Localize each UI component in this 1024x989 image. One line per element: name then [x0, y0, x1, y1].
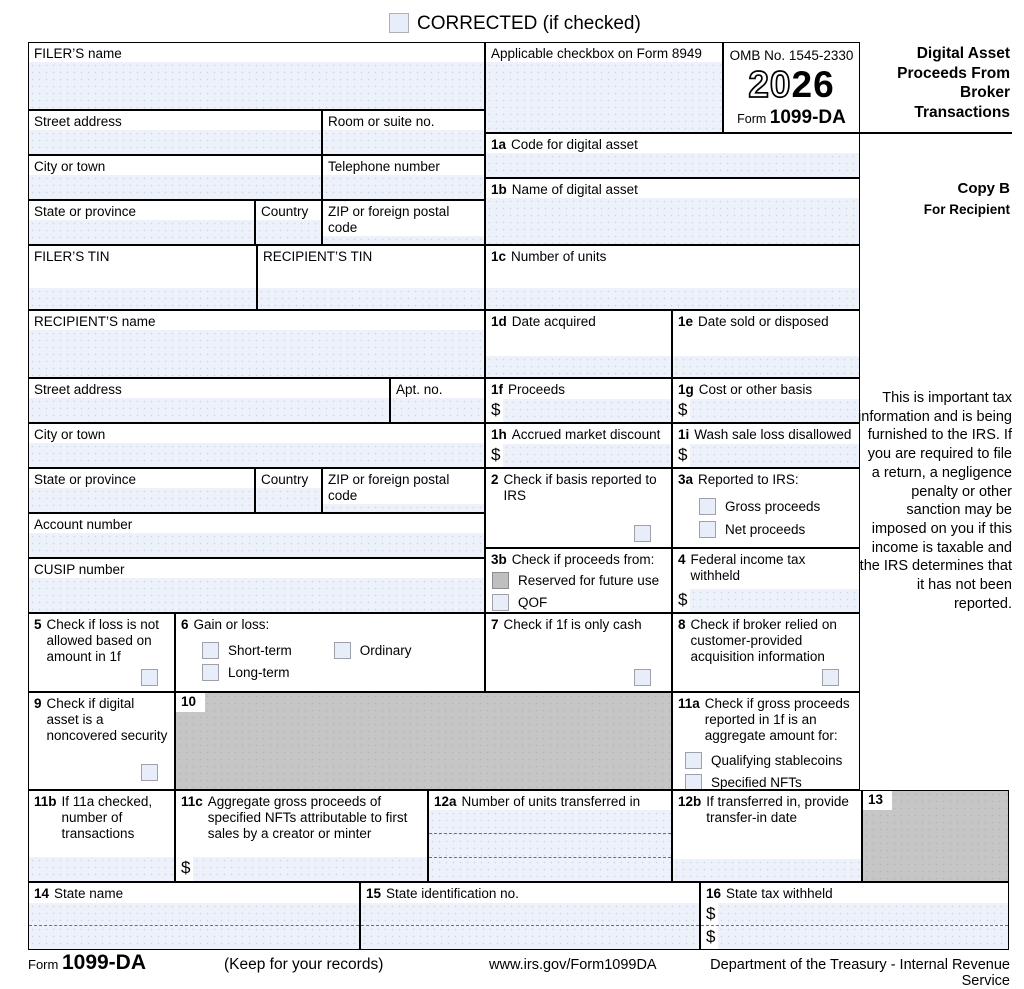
- form-8949-label: Applicable checkbox on Form 8949: [491, 46, 702, 61]
- recipient-country-input[interactable]: [256, 488, 321, 512]
- recipient-city-label: City or town: [34, 427, 106, 442]
- recipient-state-input[interactable]: [29, 488, 254, 512]
- box-11a-label: Check if gross proceeds reported in 1f is an aggregate amount for:: [704, 696, 850, 744]
- filer-phone-cell: [322, 155, 485, 200]
- box-1h-label: Accrued market discount: [511, 427, 661, 442]
- box-6-cell: 6 Gain or loss: Short-term Ordinary Long-term: [175, 613, 485, 692]
- box-7-label: Check if 1f is only cash: [503, 617, 642, 632]
- box-8-label: Check if broker relied on customer-provided acquisition information: [690, 617, 837, 665]
- filer-country-label: Country: [261, 204, 309, 219]
- recipient-country-label: Country: [261, 472, 309, 487]
- filer-name-cell: [28, 42, 485, 110]
- box-15-input-row1[interactable]: [361, 903, 699, 926]
- gross-proceeds-checkbox[interactable]: [699, 498, 716, 515]
- recipient-apt-input[interactable]: [391, 398, 484, 422]
- box-1f-input[interactable]: [503, 399, 671, 422]
- account-number-cell: [28, 513, 485, 558]
- box-6-label: Gain or loss:: [193, 617, 270, 632]
- filer-city-input[interactable]: [29, 175, 321, 199]
- recipient-apt-label: Apt. no.: [396, 382, 443, 397]
- filer-tin-cell: [28, 245, 257, 310]
- box-3a-cell: 3a Reported to IRS: Gross proceeds Net proceeds: [672, 468, 860, 548]
- cusip-number-label: CUSIP number: [34, 562, 125, 577]
- filer-country-cell: [255, 200, 322, 245]
- filer-city-cell: [28, 155, 322, 200]
- form-title: Digital Asset Proceeds From Broker Transactions: [897, 45, 1010, 121]
- box-12b-label: If transferred in, provide transfer-in date: [706, 794, 849, 826]
- box-4-cell: 4 Federal income tax withheld $: [672, 548, 860, 613]
- box-2-label: Check if basis reported to IRS: [503, 472, 657, 504]
- box-1c-label: Number of units: [511, 249, 607, 264]
- box-11b-cell: 11b If 11a checked, number of transactions: [28, 790, 175, 882]
- box-1e-cell: 1e Date sold or disposed: [672, 310, 860, 378]
- dollar-sign: $: [678, 445, 688, 464]
- tax-year: 2026: [748, 64, 835, 105]
- filer-zip-label: ZIP or foreign postal code: [328, 204, 450, 236]
- box-14-cell: 14 State name: [28, 882, 360, 950]
- box-1g-label: Cost or other basis: [698, 382, 813, 397]
- box-1a-cell: 1a Code for digital asset: [485, 133, 860, 178]
- qof-checkbox[interactable]: [492, 594, 509, 611]
- cusip-number-input[interactable]: [29, 578, 484, 612]
- box-15-cell: 15 State identification no.: [360, 882, 700, 950]
- box-2-checkbox[interactable]: [634, 525, 651, 542]
- omb-number: OMB No. 1545-2330: [729, 48, 854, 63]
- box-13-number: 13: [863, 791, 892, 810]
- box-1c-cell: 1c Number of units: [485, 245, 860, 310]
- filer-zip-input[interactable]: [323, 236, 484, 244]
- filer-state-label: State or province: [34, 204, 137, 219]
- box-10-number: 10: [176, 693, 205, 712]
- dollar-sign: $: [491, 400, 501, 419]
- box-9-checkbox[interactable]: [141, 764, 158, 781]
- recipient-apt-cell: [390, 378, 485, 423]
- omb-year-cell: [723, 42, 860, 133]
- specified-nfts-option[interactable]: Specified NFTs: [685, 774, 859, 790]
- box-11c-input[interactable]: [193, 857, 427, 881]
- box-4-input[interactable]: [690, 589, 859, 612]
- long-term-checkbox[interactable]: [202, 664, 219, 681]
- ordinary-option[interactable]: Ordinary: [334, 642, 412, 659]
- box-1e-label: Date sold or disposed: [698, 314, 829, 329]
- box-14-input-row2[interactable]: [29, 926, 359, 949]
- box-12b-cell: 12b If transferred in, provide transfer-in date: [672, 790, 862, 882]
- filer-name-label: FILER’S name: [34, 46, 122, 61]
- box-13-reserved-cell: [862, 790, 1009, 882]
- box-4-label: Federal income tax withheld: [690, 552, 806, 584]
- box-12a-cell: 12a Number of units transferred in: [428, 790, 672, 882]
- recipient-city-cell: [28, 423, 485, 468]
- filer-room-label: Room or suite no.: [328, 114, 435, 129]
- net-proceeds-checkbox[interactable]: [699, 521, 716, 538]
- form-8949-input[interactable]: [486, 62, 722, 132]
- filer-city-label: City or town: [34, 159, 106, 174]
- dollar-sign: $: [491, 445, 501, 464]
- filer-phone-label: Telephone number: [328, 159, 440, 174]
- qualifying-stablecoins-checkbox[interactable]: [685, 752, 702, 769]
- long-term-option[interactable]: Long-term: [202, 664, 484, 681]
- box-16-input-row1[interactable]: [718, 903, 1008, 925]
- net-proceeds-option[interactable]: Net proceeds: [699, 521, 859, 538]
- box-1c-input[interactable]: [486, 288, 859, 309]
- recipient-state-cell: [28, 468, 255, 513]
- box-14-input-row1[interactable]: [29, 903, 359, 926]
- box-1f-label: Proceeds: [508, 382, 566, 397]
- recipient-zip-label: ZIP or foreign postal code: [328, 472, 450, 504]
- box-1d-input[interactable]: [486, 356, 671, 377]
- recipient-zip-cell: [322, 468, 485, 513]
- recipient-name-input[interactable]: [29, 330, 484, 377]
- filer-phone-input[interactable]: [323, 175, 484, 199]
- filer-state-input[interactable]: [29, 220, 254, 244]
- box-1b-cell: 1b Name of digital asset: [485, 178, 860, 245]
- recipient-city-input[interactable]: [29, 443, 484, 467]
- short-term-option[interactable]: Short-term: [202, 642, 292, 659]
- copy-for-label: For Recipient: [923, 202, 1010, 217]
- box-1h-input[interactable]: [503, 444, 671, 467]
- filer-room-input[interactable]: [323, 130, 484, 154]
- box-1d-cell: 1d Date acquired: [485, 310, 672, 378]
- filer-country-input[interactable]: [256, 220, 321, 244]
- box-9-label: Check if digital asset is a noncovered security: [46, 696, 168, 744]
- cusip-number-cell: [28, 558, 485, 613]
- box-1b-input[interactable]: [486, 198, 859, 244]
- box-7-cell: 7 Check if 1f is only cash: [485, 613, 672, 692]
- qualifying-stablecoins-option[interactable]: Qualifying stablecoins: [685, 752, 859, 769]
- footer-irs-url: www.irs.gov/Form1099DA: [489, 957, 657, 973]
- box-16-label: State tax withheld: [726, 886, 833, 901]
- dollar-sign: $: [181, 858, 191, 877]
- form-number-small: Form 1099-DA: [737, 107, 846, 128]
- filer-street-input[interactable]: [29, 130, 321, 154]
- box-5-cell: 5 Check if loss is not allowed based on amount in 1f: [28, 613, 175, 692]
- specified-nfts-checkbox[interactable]: [685, 774, 702, 790]
- copy-label: Copy B: [957, 180, 1010, 197]
- box-12b-input[interactable]: [673, 859, 861, 881]
- recipient-street-input[interactable]: [29, 398, 389, 422]
- mast-divider: [860, 132, 1012, 134]
- box-11b-input[interactable]: [29, 857, 174, 881]
- box-7-checkbox[interactable]: [634, 669, 651, 686]
- box-2-cell: 2 Check if basis reported to IRS: [485, 468, 672, 548]
- box-1a-label: Code for digital asset: [511, 137, 638, 152]
- filer-state-cell: [28, 200, 255, 245]
- box-1g-cell: 1g Cost or other basis $: [672, 378, 860, 423]
- box-5-label: Check if loss is not allowed based on amount in 1f: [46, 617, 160, 665]
- box-10-reserved-cell: [175, 692, 672, 790]
- reserved-option: Reserved for future use: [492, 572, 671, 589]
- box-3a-label: Reported to IRS:: [698, 472, 799, 487]
- box-1i-input[interactable]: [690, 444, 859, 467]
- box-1h-cell: 1h Accrued market discount $: [485, 423, 672, 468]
- box-1g-input[interactable]: [690, 399, 859, 422]
- box-1b-label: Name of digital asset: [511, 182, 638, 197]
- recipient-street-cell: [28, 378, 390, 423]
- filer-street-cell: [28, 110, 322, 155]
- recipient-name-cell: [28, 310, 485, 378]
- recipient-zip-input[interactable]: [323, 504, 484, 512]
- reserved-checkbox: [492, 572, 509, 589]
- filer-street-label: Street address: [34, 114, 122, 129]
- box-3b-label: Check if proceeds from:: [511, 552, 655, 567]
- short-term-checkbox[interactable]: [202, 642, 219, 659]
- box-1i-cell: 1i Wash sale loss disallowed $: [672, 423, 860, 468]
- box-11c-label: Aggregate gross proceeds of specified NFTs attributable to first sales by a creator or minter: [207, 794, 408, 842]
- recipient-street-label: Street address: [34, 382, 122, 397]
- box-1d-label: Date acquired: [511, 314, 596, 329]
- box-8-checkbox[interactable]: [822, 669, 839, 686]
- box-1a-input[interactable]: [486, 153, 859, 177]
- dollar-sign: $: [706, 904, 716, 923]
- filer-tin-label: FILER’S TIN: [34, 249, 110, 264]
- dollar-sign: $: [706, 927, 716, 946]
- box-16-cell: 16 State tax withheld $ $: [700, 882, 1009, 950]
- box-12a-input[interactable]: [429, 810, 671, 881]
- filer-room-cell: [322, 110, 485, 155]
- filer-name-input[interactable]: [29, 62, 484, 109]
- recipient-tin-label: RECIPIENT’S TIN: [263, 249, 373, 264]
- recipient-notice: This is important tax information and is being furnished to the IRS. If you are required to file a return, a negligence penalty or other sanction may be imposed on you if this income is taxable and the IRS determines that it has not been reported.: [858, 390, 1012, 612]
- recipient-tin-cell: [257, 245, 485, 310]
- box-9-cell: 9 Check if digital asset is a noncovered security: [28, 692, 175, 790]
- recipient-name-label: RECIPIENT’S name: [34, 314, 156, 329]
- dollar-sign: $: [678, 400, 688, 419]
- account-number-label: Account number: [34, 517, 133, 532]
- box-1e-input[interactable]: [673, 356, 859, 377]
- recipient-state-label: State or province: [34, 472, 137, 487]
- box-16-input-row2[interactable]: [718, 926, 1008, 949]
- box-1i-label: Wash sale loss disallowed: [694, 427, 852, 442]
- box-3b-cell: 3b Check if proceeds from: Reserved for future use QOF: [485, 548, 672, 613]
- footer-treasury-label: Department of the Treasury - Internal Revenue Service: [710, 957, 1010, 989]
- box-11b-label: If 11a checked, number of transactions: [61, 794, 153, 842]
- ordinary-checkbox[interactable]: [334, 642, 351, 659]
- footer-form-number: Form 1099-DA: [28, 951, 147, 974]
- corrected-label: CORRECTED (if checked): [417, 13, 641, 34]
- box-8-cell: 8 Check if broker relied on customer-provided acquisition information: [672, 613, 860, 692]
- footer-keep-note: (Keep for your records): [224, 956, 384, 973]
- filer-tin-input[interactable]: [29, 288, 256, 309]
- recipient-tin-input[interactable]: [258, 288, 484, 309]
- box-15-input-row2[interactable]: [361, 926, 699, 949]
- box-1f-cell: 1f Proceeds $: [485, 378, 672, 423]
- box-15-label: State identification no.: [386, 886, 519, 901]
- box-11c-cell: 11c Aggregate gross proceeds of specified NFTs attributable to first sales by a creator or minter $: [175, 790, 428, 882]
- corrected-checkbox[interactable]: [389, 13, 409, 33]
- account-number-input[interactable]: [29, 533, 484, 557]
- box-12a-label: Number of units transferred in: [461, 794, 641, 809]
- box-11a-cell: 11a Check if gross proceeds reported in 1f is an aggregate amount for: Qualifying stablecoins Specified NFTs: [672, 692, 860, 790]
- box-14-label: State name: [54, 886, 124, 901]
- form-8949-checkbox-cell: [485, 42, 723, 133]
- qof-option[interactable]: QOF: [492, 594, 671, 611]
- gross-proceeds-option[interactable]: Gross proceeds: [699, 498, 859, 515]
- filer-zip-cell: [322, 200, 485, 245]
- dollar-sign: $: [678, 590, 688, 609]
- recipient-country-cell: [255, 468, 322, 513]
- box-5-checkbox[interactable]: [141, 669, 158, 686]
